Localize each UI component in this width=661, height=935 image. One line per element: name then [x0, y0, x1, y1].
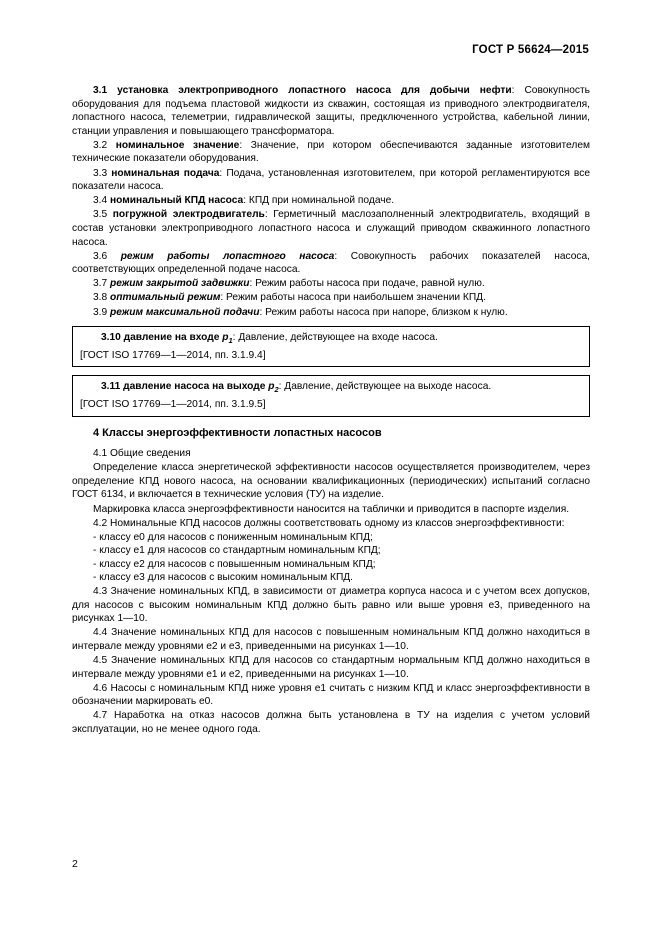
- class-list-item-e0: - классу е0 для насосов с пониженным номинальным КПД;: [93, 531, 373, 543]
- def-term-3-8: оптимальный режим: [110, 292, 221, 304]
- clause-4-5-number: 4.5: [93, 655, 108, 667]
- def-term-3-4: номинальный КПД насоса: [110, 195, 244, 207]
- def-text-3-4: : КПД при номинальной подаче.: [243, 195, 395, 207]
- definition-3-6: [72, 250, 590, 277]
- class-list-item-e3: - классу е3 для насосов с высоким номинальным КПД.: [93, 572, 354, 584]
- def-text-3-3: : Подача, установленная изготовителем, при которой регламентируются все показатели насоса.: [72, 167, 590, 193]
- clause-4-2-text: Номинальные КПД насосов должны соответствовать одному из классов энергоэффективности:: [110, 517, 565, 529]
- boxed-def-number-3-10: 3.10: [101, 332, 121, 344]
- definition-3-1: [72, 84, 590, 138]
- def-term-3-5: погружной электродвигатель: [112, 209, 265, 221]
- page-header: ГОСТ Р 56624—2015: [472, 44, 589, 56]
- boxed-def-term-3-11: давление насоса на выходе: [123, 381, 266, 393]
- definition-3-3: [72, 167, 590, 194]
- def-number-3-9: 3.9: [93, 306, 108, 318]
- section-intro-paragraph-1: Определение класса энергетической эффективности насосов осуществляется производителем, через определение КПД нового насоса, на основании квалификационных (периодических) испытаний согласно ГОСТ 6134, и включается в технические условия (ТУ) на изделие.: [72, 462, 590, 501]
- clause-4-7-text: Наработка на отказ насосов должна быть установлена в ТУ на изделия с учетом условий эксплуатации, но не менее одного года.: [72, 710, 590, 735]
- page-number: 2: [72, 858, 78, 870]
- boxed-def-text-3-11: : Давление, действующее на выходе насоса.: [278, 381, 492, 393]
- boxed-def-symbol-3-10: p: [222, 332, 229, 344]
- def-number-3-6: 3.6: [93, 250, 108, 262]
- class-list-item-e1: - классу е1 для насосов со стандартным номинальным КПД;: [93, 545, 381, 557]
- def-term-3-9: режим максимальной подачи: [110, 306, 260, 318]
- boxed-def-reference-3-10: [ГОСТ ISO 17769—1—2014, пп. 3.1.9.4]: [80, 349, 266, 361]
- section-heading-4: 4 Классы энергоэффективности лопастных насосов: [93, 426, 382, 439]
- section-intro-paragraph-2: Маркировка класса энергоэффективности наносится на таблички и приводится в паспорте изделия.: [93, 503, 570, 515]
- def-number-3-8: 3.8: [93, 292, 108, 304]
- boxed-def-number-3-11: 3.11: [101, 381, 121, 393]
- def-text-3-5: : Герметичный маслозаполненный электродвигатель, входящий в состав установки электроприводного лопастного насоса и служащий приводом скважинного лопастного насоса.: [72, 209, 590, 248]
- boxed-def-text-3-10: : Давление, действующее на входе насоса.: [232, 332, 438, 344]
- boxed-def-line-3-11: [80, 380, 582, 397]
- def-text-3-7: : Режим работы насоса при подаче, равной нулю.: [249, 278, 485, 290]
- definition-3-4: [72, 194, 590, 208]
- boxed-def-subscript-3-10: 1: [228, 336, 233, 346]
- def-text-3-9: : Режим работы насоса при напоре, близком к нулю.: [259, 306, 508, 318]
- clause-4-5-text: Значение номинальных КПД для насосов со стандартным нормальным КПД должно находиться в интервале между уровнями е1 и е2, приведенными на рисунках 1—10.: [72, 655, 590, 680]
- definition-3-8: [72, 291, 590, 305]
- clause-4-7-number: 4.7: [93, 710, 108, 722]
- definition-3-2: [72, 139, 590, 166]
- boxed-def-reference-3-11: [ГОСТ ISO 17769—1—2014, пп. 3.1.9.5]: [80, 398, 266, 410]
- boxed-def-line-3-10: [80, 331, 582, 348]
- def-text-3-8: : Режим работы насоса при наибольшем значении КПД.: [220, 292, 486, 304]
- clause-4-3-number: 4.3: [93, 586, 108, 598]
- boxed-definition-3-10: [72, 326, 590, 367]
- def-text-3-2: : Значение, при котором обеспечиваются заданные изготовителем технические показатели оборудования.: [72, 139, 590, 165]
- clause-4-2: [72, 517, 590, 531]
- def-number-3-3: 3.3: [93, 167, 108, 179]
- definition-3-5: [72, 208, 590, 249]
- clause-4-6: [72, 682, 590, 709]
- def-number-3-2: 3.2: [93, 139, 108, 151]
- clause-4-5: [72, 654, 590, 681]
- clause-4-6-number: 4.6: [93, 682, 108, 694]
- boxed-def-subscript-3-11: 2: [274, 385, 279, 395]
- definition-3-9: [72, 306, 590, 320]
- def-number-3-4: 3.4: [93, 195, 108, 207]
- def-term-3-3: номинальная подача: [111, 167, 220, 179]
- def-number-3-7: 3.7: [93, 278, 108, 290]
- def-term-3-2: номинальное значение: [115, 139, 240, 151]
- boxed-definition-3-11: [72, 375, 590, 416]
- class-list-item-e2: - классу е2 для насосов с повышенным номинальным КПД;: [93, 558, 376, 570]
- def-number-3-1: 3.1: [93, 85, 108, 96]
- document-body: [72, 84, 590, 737]
- clause-4-2-number: 4.2: [93, 517, 108, 529]
- def-term-3-7: режим закрытой задвижки: [110, 278, 250, 290]
- boxed-def-symbol-3-11: p: [268, 381, 275, 393]
- subsection-heading-4-1: 4.1 Общие сведения: [93, 448, 191, 460]
- clause-4-4-text: Значение номинальных КПД для насосов с повышенным номинальным КПД должно находиться в интервале между уровнями е2 и е3, приведенными на рисунках 1—10.: [72, 627, 590, 652]
- clause-4-4-number: 4.4: [93, 627, 108, 639]
- def-text-3-6: : Совокупность рабочих показателей насоса, соответствующих определенной подаче насоса.: [72, 250, 590, 276]
- clause-4-3: [72, 585, 590, 626]
- clause-4-4: [72, 626, 590, 653]
- clause-4-3-text: Значение номинальных КПД, в зависимости от диаметра корпуса насоса и с учетом всех допусков, для насосов с высоким номинальным КПД должно быть равно или выше уровня е3, приведенного на рисунках 1—10.: [72, 586, 590, 625]
- boxed-def-term-3-10: давление на входе: [123, 332, 220, 344]
- def-term-3-6: режим работы лопастного насоса: [120, 250, 335, 262]
- def-term-3-1: установка электроприводного лопастного насоса для добычи нефти: [117, 85, 512, 96]
- def-text-3-1: : Совокупность оборудования для подъема пластовой жидкости из скважин, состоящая из приводного электродвигателя, лопастного насоса, телеметрии, гидравлической защиты, предключенного устройства, кабельной линии, станции управления и повышающего трансформатора.: [72, 85, 590, 137]
- clause-4-6-text: Насосы с номинальным КПД ниже уровня е1 считать с низким КПД и класс энергоэффективности в обозначении маркировать е0.: [72, 682, 590, 708]
- clause-4-7: [72, 709, 590, 736]
- def-number-3-5: 3.5: [93, 209, 108, 221]
- definition-3-7: [72, 277, 590, 291]
